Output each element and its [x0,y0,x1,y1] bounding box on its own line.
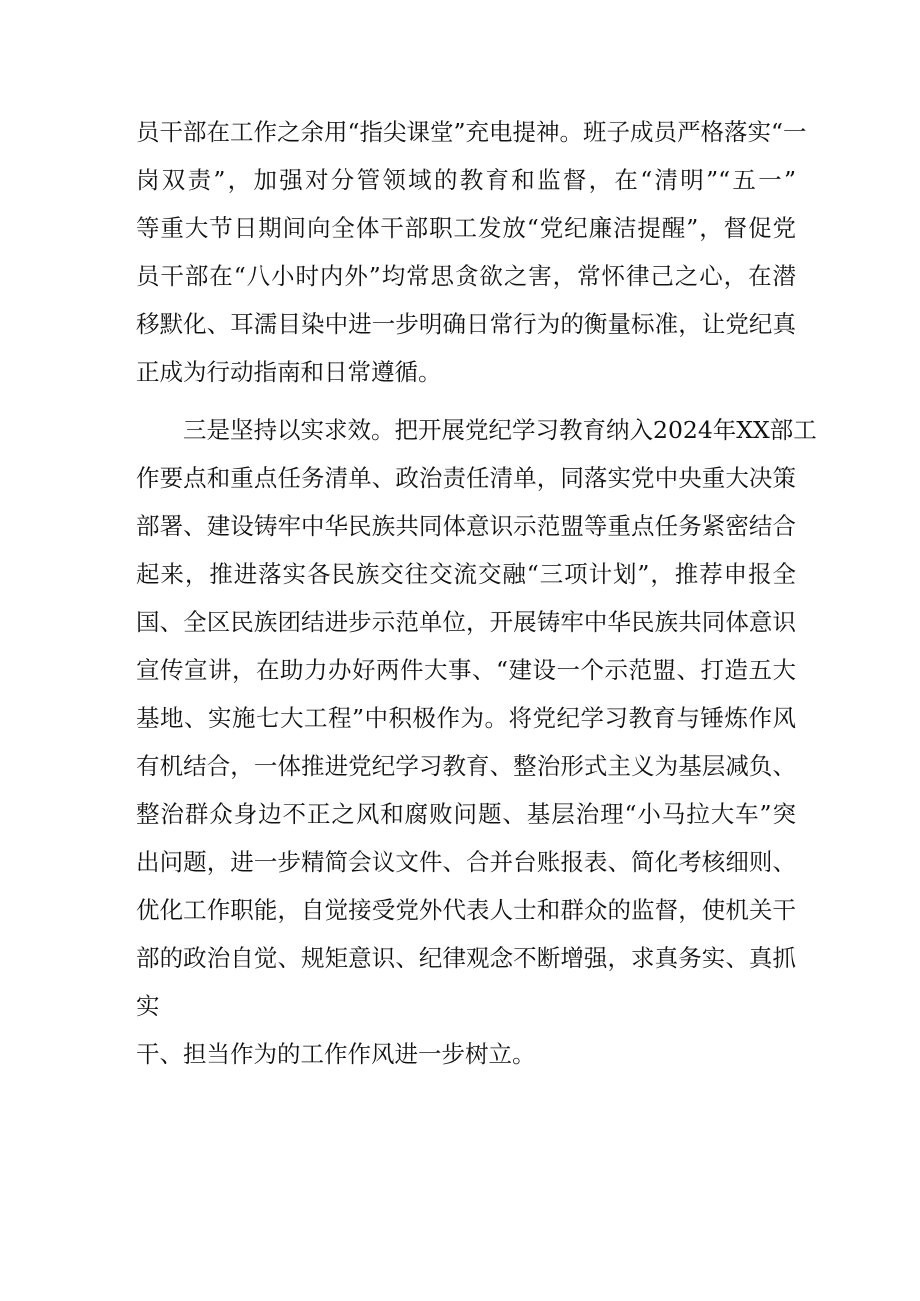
paragraph-spacing [136,396,796,406]
paragraph-line: 优化工作职能，自觉接受党外代表人士和群众的监督，使机关干 [136,896,796,924]
document-body [136,108,817,1078]
paragraph-line: 等重大节日期间向全体干部职工发放“党纪廉洁提醒”，督促党 [136,214,796,242]
paragraph-line: 干、担当作为的工作作风进一步树立。 [136,1040,536,1068]
paragraph-line: 员干部在工作之余用“指尖课堂”充电提神。班子成员严格落实“一 [136,118,807,146]
paragraph-line: 实 [136,992,160,1020]
paragraph-line: 部署、建设铸牢中华民族共同体意识示范盟等重点任务紧密结合 [136,512,796,540]
paragraph-line: 移默化、耳濡目染中进一步明确日常行为的衡量标准，让党纪真 [136,310,796,338]
paragraph-1 [136,108,807,396]
paragraph-line: 有机结合，一体推进党纪学习教育、整治形式主义为基层减负、 [136,752,796,780]
paragraph-line: 基地、实施七大工程”中积极作为。将党纪学习教育与锤炼作风 [136,704,796,732]
paragraph-line: 正成为行动指南和日常遵循。 [136,358,442,386]
paragraph-line: 三是坚持以实求效。把开展党纪学习教育纳入2024年XX部工 [136,416,817,444]
paragraph-line: 出问题，进一步精简会议文件、合并台账报表、简化考核细则、 [136,848,796,876]
paragraph-line: 部的政治自觉、规矩意识、纪律观念不断增强，求真务实、真抓 [136,944,796,972]
paragraph-line: 宣传宣讲，在助力办好两件大事、“建设一个示范盟、打造五大 [136,656,796,684]
paragraph-line: 起来，推进落实各民族交往交流交融“三项计划”，推荐申报全 [136,560,796,588]
paragraph-line: 岗双责”，加强对分管领域的教育和监督，在“清明”“五一” [136,166,796,194]
paragraph-line: 员干部在“八小时内外”均常思贪欲之害，常怀律己之心，在潜 [136,262,796,290]
paragraph-line: 作要点和重点任务清单、政治责任清单，同落实党中央重大决策 [136,464,796,492]
paragraph-2 [136,406,817,1078]
paragraph-line: 整治群众身边不正之风和腐败问题、基层治理“小马拉大车”突 [136,800,796,828]
paragraph-line: 国、全区民族团结进步示范单位，开展铸牢中华民族共同体意识 [136,608,796,636]
